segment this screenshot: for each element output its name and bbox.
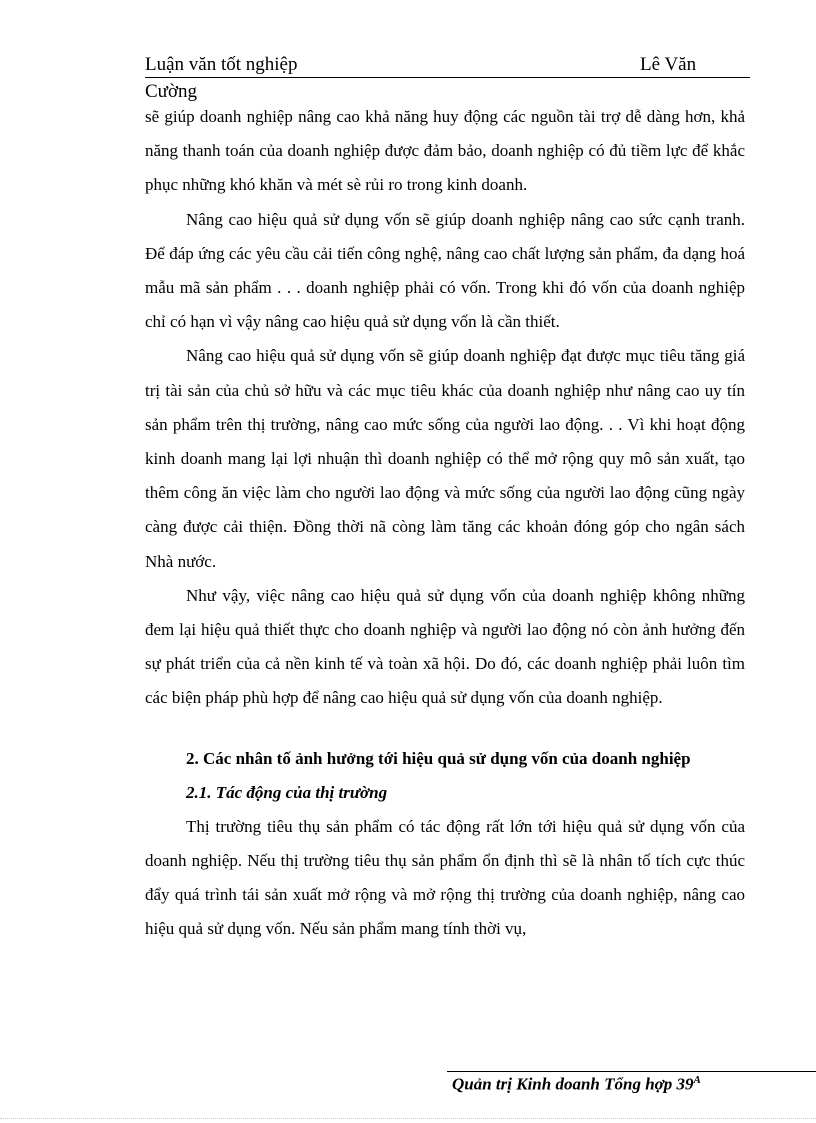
section-heading: 2. Các nhân tố ảnh hưởng tới hiệu quả sử dụng vốn của doanh nghiệp (186, 748, 691, 768)
paragraph-2: Nâng cao hiệu quả sử dụng vốn sẽ giúp doanh nghiệp nâng cao sức cạnh tranh. Để đáp ứng các yêu cầu cải tiến công nghệ, nâng cao chất lượng sản phẩm, đa dạng hoá mẫu mã sản phẩm . . . doanh nghiệp phải có vốn. Trong khi đó vốn của doanh nghiệp chỉ có hạn vì vậy nâng cao hiệu quả sử dụng vốn là cần thiết. (145, 209, 745, 332)
paragraph-5: Thị trường tiêu thụ sản phẩm có tác động rất lớn tới hiệu quả sử dụng vốn của doanh nghiệp. Nếu thị trường tiêu thụ sản phẩm ổn định thì sẽ là nhân tố tích cực thúc đẩy quá trình tái sản xuất mở rộng và mở rộng thị trường của doanh nghiệp, nâng cao hiệu quả sử dụng vốn. Nếu sản phẩm mang tính thời vụ, (145, 816, 745, 939)
subsection-heading: 2.1. Tác động của thị trường (186, 782, 388, 802)
header-author-first: Lê Văn (640, 54, 697, 75)
paragraph-1: sẽ giúp doanh nghiệp nâng cao khả năng huy động các nguồn tài trợ dễ dàng hơn, khả năng thanh toán của doanh nghiệp được đảm bảo, doanh nghiệp có đủ tiềm lực để khắc phục những khó khăn và mét sè rủi ro trong kinh doanh. (145, 107, 745, 195)
footer-text: Quản trị Kinh doanh Tổng hợp 39 (452, 1074, 694, 1094)
document-body (145, 100, 745, 946)
footer-suffix: A (693, 1074, 701, 1086)
header-author-last: Cường (145, 81, 198, 102)
page-edge (0, 1118, 816, 1119)
footer-rule (447, 1071, 816, 1072)
paragraph-3: Nâng cao hiệu quả sử dụng vốn sẽ giúp doanh nghiệp đạt được mục tiêu tăng giá trị tài sản của chủ sở hữu và các mục tiêu khác của doanh nghiệp như nâng cao uy tín sản phẩm trên thị trường, nâng cao mức sống của người lao động. . . Vì khi hoạt động kinh doanh mang lại lợi nhuận thì doanh nghiệp có thể mở rộng quy mô sản xuất, tạo thêm công ăn việc làm cho người lao động và mức sống của người lao động cũng ngày càng được cải thiện. Đồng thời nã còng làm tăng các khoản đóng góp cho ngân sách Nhà nước. (145, 346, 745, 571)
paragraph-4: Như vậy, việc nâng cao hiệu quả sử dụng vốn của doanh nghiệp không những đem lại hiệu quả thiết thực cho doanh nghiệp và người lao động nó còn ảnh hưởng đến sự phát triển của cả nền kinh tế và toàn xã hội. Do đó, các doanh nghiệp phải luôn tìm các biện pháp phù hợp để nâng cao hiệu quả sử dụng vốn của doanh nghiệp. (145, 585, 745, 708)
page-footer (452, 1074, 701, 1095)
header-rule (145, 77, 750, 78)
header-title: Luận văn tốt nghiệp (145, 54, 298, 75)
